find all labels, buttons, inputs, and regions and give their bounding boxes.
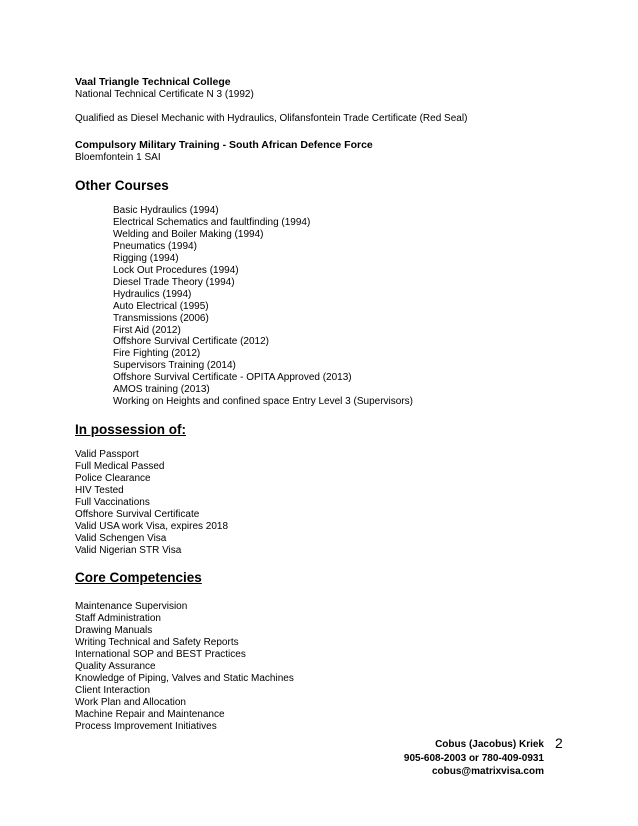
possession-item: Offshore Survival Certificate [75, 508, 200, 520]
competency-item: Quality Assurance [75, 660, 156, 672]
page-number: 2 [555, 735, 563, 751]
qualification-text: Qualified as Diesel Mechanic with Hydraulics, Olifansfontein Trade Certificate (Red Seal) [75, 113, 468, 124]
course-item: Offshore Survival Certificate - OPITA Approved (2013) [113, 372, 352, 384]
military-unit: Bloemfontein 1 SAI [75, 152, 161, 163]
competency-item: Work Plan and Allocation [75, 696, 186, 708]
possession-item: Valid USA work Visa, expires 2018 [75, 520, 229, 532]
possession-item: Valid Nigerian STR Visa [75, 544, 182, 556]
course-item: First Aid (2012) [113, 324, 181, 336]
possession-item: Full Vaccinations [75, 496, 150, 508]
course-item: Diesel Trade Theory (1994) [113, 276, 235, 288]
contact-email: cobus@matrixvisa.com [431, 766, 544, 777]
possession-heading: In possession of: [75, 422, 187, 437]
course-item: Transmissions (2006) [113, 312, 209, 324]
other-courses-list [113, 205, 413, 408]
competency-item: Process Improvement Initiatives [75, 720, 217, 732]
possession-item: Police Clearance [75, 472, 151, 484]
contact-footer [404, 738, 544, 779]
contact-phone: 905-608-2003 or 780-409-0931 [403, 752, 544, 764]
other-courses-heading: Other Courses [75, 178, 169, 193]
competencies-list [75, 601, 294, 732]
course-item: Auto Electrical (1995) [113, 300, 209, 312]
possession-item: Valid Passport [75, 449, 139, 460]
competency-item: International SOP and BEST Practices [75, 648, 246, 660]
competency-item: Client Interaction [75, 684, 151, 696]
competency-item: Knowledge of Piping, Valves and Static Machines [75, 672, 294, 684]
competency-item: Writing Technical and Safety Reports [75, 636, 239, 648]
course-item: Lock Out Procedures (1994) [113, 264, 239, 276]
competency-item: Maintenance Supervision [75, 601, 188, 612]
military-section [75, 139, 373, 164]
competencies-heading: Core Competencies [75, 570, 202, 585]
competency-item: Machine Repair and Maintenance [75, 708, 225, 720]
course-item: Offshore Survival Certificate (2012) [113, 336, 269, 348]
possession-item: Valid Schengen Visa [75, 532, 167, 544]
military-title: Compulsory Military Training - South African Defence Force [75, 139, 373, 151]
contact-name: Cobus (Jacobus) Kriek [435, 739, 544, 750]
course-item: Pneumatics (1994) [113, 240, 197, 252]
possession-list [75, 449, 228, 557]
course-item: Welding and Boiler Making (1994) [113, 228, 264, 240]
college-section [75, 76, 254, 101]
course-item: Working on Heights and confined space Entry Level 3 (Supervisors) [113, 396, 413, 408]
possession-item: HIV Tested [75, 484, 124, 496]
course-item: Electrical Schematics and faultfinding (1994) [113, 216, 311, 228]
competency-item: Drawing Manuals [75, 624, 153, 636]
course-item: Rigging (1994) [113, 252, 179, 264]
course-item: AMOS training (2013) [113, 384, 210, 396]
course-item: Fire Fighting (2012) [113, 348, 201, 360]
course-item: Hydraulics (1994) [113, 288, 192, 300]
possession-item: Full Medical Passed [75, 460, 165, 472]
college-certificate: National Technical Certificate N 3 (1992) [75, 89, 254, 100]
college-name: Vaal Triangle Technical College [75, 76, 231, 88]
competency-item: Staff Administration [75, 612, 161, 624]
course-item: Supervisors Training (2014) [113, 360, 236, 372]
course-item: Basic Hydraulics (1994) [113, 205, 219, 216]
